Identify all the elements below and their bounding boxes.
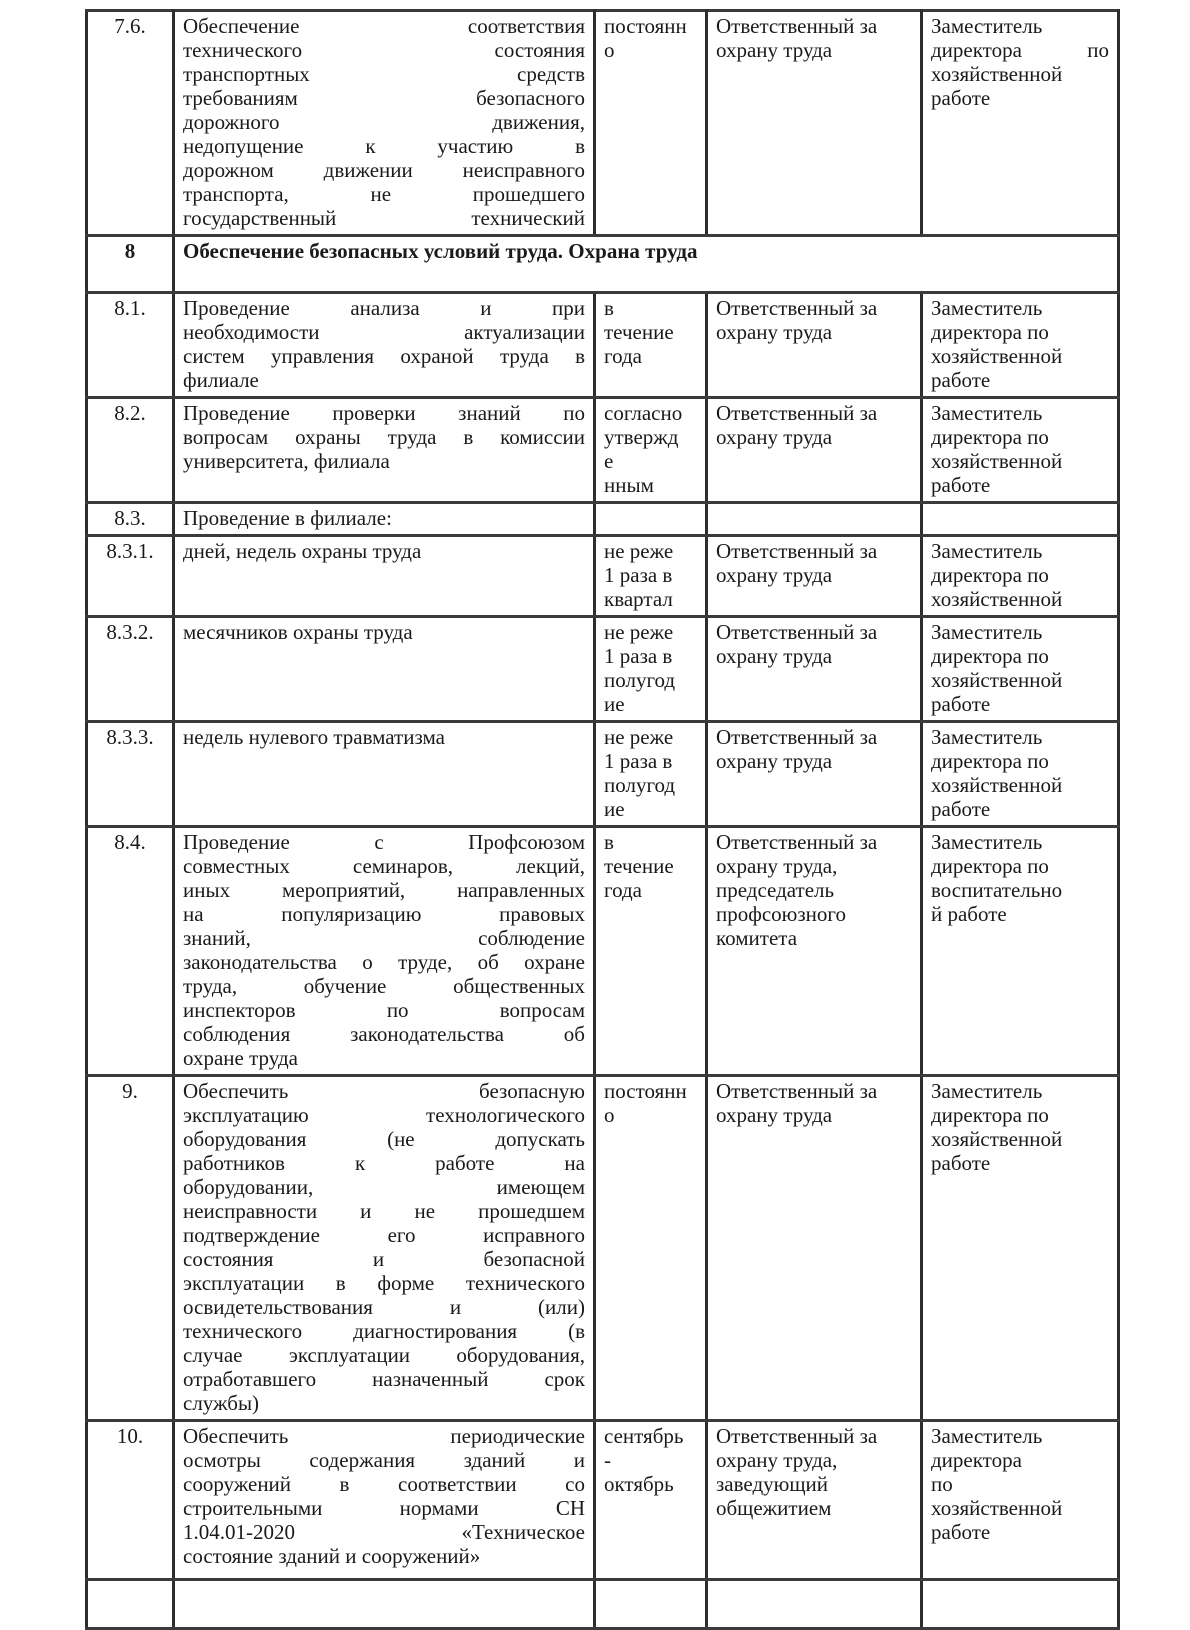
text-line: работников к работе на (183, 1151, 585, 1175)
text-line: ие (604, 692, 625, 716)
item-number-cell: 8.3.1. (87, 536, 174, 617)
activity (183, 830, 585, 1070)
text-line: директора по (931, 1103, 1049, 1127)
table-row (87, 398, 1119, 503)
text-line: технического диагностирования (в (183, 1319, 585, 1343)
text-line: необходимости актуализации (183, 320, 585, 344)
term (604, 401, 697, 497)
term-cell (595, 722, 707, 827)
control-cell (922, 536, 1119, 617)
text-line: утвержд (604, 425, 679, 449)
text-line: эксплуатацию технологического (183, 1103, 585, 1127)
control (931, 401, 1109, 497)
text-line: согласно (604, 401, 683, 425)
text-line: директора по (931, 38, 1109, 62)
activity (183, 1424, 585, 1574)
text-line: охрану труда (716, 320, 833, 344)
text-line: 1.04.01-2020 «Техническое (183, 1520, 585, 1544)
text-line: - (604, 1448, 611, 1472)
text-line: Проведение анализа и при (183, 296, 585, 320)
activity-cell (174, 536, 595, 617)
text-line: труда, обучение общественных (183, 974, 585, 998)
text-line: Обеспечение соответствия (183, 14, 585, 38)
text-line: эксплуатации в форме технического (183, 1271, 585, 1295)
text-line: директора по (931, 563, 1049, 587)
text-line: хозяйственной (931, 773, 1063, 797)
control (931, 296, 1109, 392)
text-line: е (604, 449, 614, 473)
text-line: й работе (931, 902, 1007, 926)
text-line: 1 раза в (604, 749, 673, 773)
table-row (87, 617, 1119, 722)
table-row (87, 503, 1119, 536)
text-line: дорожного движения, (183, 110, 585, 134)
empty-cell (595, 1580, 707, 1629)
text-line: охране труда (183, 1046, 298, 1070)
text-line: 1 раза в (604, 644, 673, 668)
text-line: Заместитель (931, 539, 1043, 563)
responsible-cell (707, 1076, 922, 1421)
control (931, 725, 1109, 821)
empty-cell (174, 1580, 595, 1629)
text-line: октябрь (604, 1472, 674, 1496)
responsible (716, 725, 912, 773)
plan-table-body (87, 11, 1119, 1629)
text-line: работе (931, 692, 991, 716)
text-line: охрану труда (716, 38, 833, 62)
text-line: председатель (716, 878, 835, 902)
section-number-cell: 8 (87, 236, 174, 293)
text-line: работе (931, 797, 991, 821)
item-number-cell: 8.3. (87, 503, 174, 536)
term (604, 1079, 697, 1127)
empty-cell (707, 1580, 922, 1629)
responsible (716, 296, 912, 344)
table-row (87, 293, 1119, 398)
text-line: охрану труда (716, 644, 833, 668)
control (931, 830, 1109, 926)
text-line: филиале (183, 368, 259, 392)
text-line: строительными нормами СН (183, 1496, 585, 1520)
text-line: воспитательно (931, 878, 1063, 902)
item-number-cell: 8.3.3. (87, 722, 174, 827)
term (604, 830, 697, 902)
item-number-cell: 10. (87, 1421, 174, 1580)
activity (183, 620, 585, 644)
control (931, 1079, 1109, 1175)
text-line: транспортных средств (183, 62, 585, 86)
text-line: транспорта, не прошедшего (183, 182, 585, 206)
text-line: на популяризацию правовых (183, 902, 585, 926)
text-line: случае эксплуатации оборудования, (183, 1343, 585, 1367)
text-line: недопущение к участию в (183, 134, 585, 158)
item-number-cell: 8.3.2. (87, 617, 174, 722)
term-cell (595, 1076, 707, 1421)
text-line: ие (604, 797, 625, 821)
text-line: Ответственный за (716, 1424, 878, 1448)
section-title: Обеспечение безопасных условий труда. Охрана труда (183, 239, 698, 263)
item-number-cell: 8.1. (87, 293, 174, 398)
text-line: комитета (716, 926, 798, 950)
section-title-cell (174, 236, 1119, 293)
activity-cell (174, 827, 595, 1076)
text-line: хозяйственной (931, 1496, 1063, 1520)
responsible (716, 1079, 912, 1127)
text-line: работе (931, 1151, 991, 1175)
text-line: Ответственный за (716, 1079, 878, 1103)
text-line: работе (931, 86, 991, 110)
text-line: охрану труда (716, 1103, 833, 1127)
term-cell (595, 11, 707, 236)
text-line: Заместитель (931, 401, 1043, 425)
text-line: хозяйственной (931, 62, 1063, 86)
text-line: не реже (604, 539, 674, 563)
responsible (716, 401, 912, 449)
term (604, 14, 697, 62)
text-line: Ответственный за (716, 620, 878, 644)
responsible (716, 539, 912, 587)
empty-cell (87, 1580, 174, 1629)
text-line: течение (604, 854, 674, 878)
text-line: директора по (931, 749, 1049, 773)
item-number-cell: 7.6. (87, 11, 174, 236)
text-line: общежитием (716, 1496, 832, 1520)
text-line: законодательства о труде, об охране (183, 950, 585, 974)
text-line: года (604, 344, 642, 368)
text-line: директора по (931, 320, 1049, 344)
responsible-cell (707, 398, 922, 503)
text-line: службы) (183, 1391, 260, 1415)
text-line: Проведение с Профсоюзом (183, 830, 585, 854)
text-line: Заместитель (931, 620, 1043, 644)
text-line: профсоюзного (716, 902, 846, 926)
empty-cell (922, 1580, 1119, 1629)
text-line: Обеспечить безопасную (183, 1079, 585, 1103)
text-line: охрану труда, (716, 854, 838, 878)
control-cell (922, 503, 1119, 536)
responsible (716, 14, 912, 62)
text-line: полугод (604, 668, 676, 692)
text-line: отработавшего назначенный срок (183, 1367, 585, 1391)
text-line: Ответственный за (716, 14, 878, 38)
text-line: работе (931, 473, 991, 497)
text-line: полугод (604, 773, 676, 797)
text-line: дорожном движении неисправного (183, 158, 585, 182)
table-row (87, 1421, 1119, 1580)
activity (183, 539, 585, 563)
text-line: освидетельствования и (или) (183, 1295, 585, 1319)
partial-row (87, 1580, 1119, 1629)
control-cell (922, 293, 1119, 398)
text-line: течение (604, 320, 674, 344)
text-line: в (604, 830, 614, 854)
text-line: систем управления охраной труда в (183, 344, 585, 368)
text-line: неисправности и не прошедшем (183, 1199, 585, 1223)
item-number-cell: 9. (87, 1076, 174, 1421)
section-row (87, 236, 1119, 293)
text-line: охрану труда (716, 563, 833, 587)
text-line: требованиям безопасного (183, 86, 585, 110)
activity-cell (174, 1421, 595, 1580)
text-line: Заместитель (931, 14, 1043, 38)
control-cell (922, 1076, 1119, 1421)
term-cell (595, 617, 707, 722)
text-line: по (931, 1472, 953, 1496)
text-line: месячников охраны труда (183, 620, 413, 644)
text-line: охрану труда (716, 425, 833, 449)
text-line: Ответственный за (716, 401, 878, 425)
responsible-cell (707, 536, 922, 617)
text-line: оборудовании, имеющем (183, 1175, 585, 1199)
text-line: работе (931, 368, 991, 392)
control-cell (922, 398, 1119, 503)
table-row (87, 1076, 1119, 1421)
text-line: охрану труда (716, 749, 833, 773)
text-line: состояние зданий и сооружений» (183, 1544, 481, 1568)
text-line: оборудования (не допускать (183, 1127, 585, 1151)
table-row (87, 11, 1119, 236)
text-line: Заместитель (931, 296, 1043, 320)
term (604, 1424, 697, 1496)
term-cell (595, 827, 707, 1076)
text-line: недель нулевого травматизма (183, 725, 445, 749)
text-line: хозяйственной (931, 449, 1063, 473)
activity (183, 296, 585, 392)
text-line: Заместитель (931, 1424, 1043, 1448)
text-line: осмотры содержания зданий и (183, 1448, 585, 1472)
text-line: государственный технический (183, 206, 585, 230)
activity-cell (174, 617, 595, 722)
term (604, 725, 697, 821)
activity-cell (174, 398, 595, 503)
term-cell (595, 1421, 707, 1580)
activity (183, 725, 585, 749)
item-number-cell: 8.4. (87, 827, 174, 1076)
text-line: Ответственный за (716, 296, 878, 320)
term-cell (595, 503, 707, 536)
activity-cell (174, 293, 595, 398)
responsible (716, 1424, 912, 1520)
text-line: университета, филиала (183, 449, 390, 473)
text-line: Заместитель (931, 1079, 1043, 1103)
responsible (716, 830, 912, 950)
text-line: о (604, 38, 615, 62)
text-line: не реже (604, 725, 674, 749)
table-row (87, 536, 1119, 617)
text-line: директора (931, 1448, 1022, 1472)
text-line: вопросам охраны труда в комиссии (183, 425, 585, 449)
text-line: сентябрь (604, 1424, 684, 1448)
text-line: Ответственный за (716, 725, 878, 749)
term-cell (595, 536, 707, 617)
text-line: о (604, 1103, 615, 1127)
text-line: состояния и безопасной (183, 1247, 585, 1271)
term-cell (595, 293, 707, 398)
text-line: Заместитель (931, 725, 1043, 749)
text-line: 1 раза в (604, 563, 673, 587)
text-line: не реже (604, 620, 674, 644)
control (931, 620, 1109, 716)
text-line: хозяйственной (931, 668, 1063, 692)
text-line: охрану труда, (716, 1448, 838, 1472)
text-line: постоянн (604, 14, 687, 38)
text-line: директора по (931, 425, 1049, 449)
text-line: совместных семинаров, лекций, (183, 854, 585, 878)
responsible-cell (707, 827, 922, 1076)
control-cell (922, 617, 1119, 722)
text-line: Обеспечить периодические (183, 1424, 585, 1448)
text-line: технического состояния (183, 38, 585, 62)
text-line: в (604, 296, 614, 320)
control (931, 1424, 1109, 1544)
text-line: Заместитель (931, 830, 1043, 854)
text-line: хозяйственной (931, 587, 1063, 611)
text-line: соблюдения законодательства об (183, 1022, 585, 1046)
text-line: директора по (931, 644, 1049, 668)
text-line: Ответственный за (716, 830, 878, 854)
item-number-cell: 8.2. (87, 398, 174, 503)
text-line: дней, недель охраны труда (183, 539, 422, 563)
control-cell (922, 722, 1119, 827)
responsible-cell (707, 1421, 922, 1580)
activity (183, 1079, 585, 1415)
text-line: года (604, 878, 642, 902)
text-line: постоянн (604, 1079, 687, 1103)
activity-cell (174, 1076, 595, 1421)
plan-table (85, 9, 1120, 1630)
text-line: знаний, соблюдение (183, 926, 585, 950)
responsible-cell (707, 617, 922, 722)
control (931, 539, 1109, 611)
text-line: нным (604, 473, 654, 497)
table-row (87, 722, 1119, 827)
activity-cell (174, 11, 595, 236)
responsible-cell (707, 11, 922, 236)
text-line: Ответственный за (716, 539, 878, 563)
text-line: Проведение проверки знаний по (183, 401, 585, 425)
term-cell (595, 398, 707, 503)
activity (183, 506, 585, 530)
text-line: инспекторов по вопросам (183, 998, 585, 1022)
responsible-cell (707, 293, 922, 398)
term (604, 620, 697, 716)
term (604, 296, 697, 368)
term (604, 539, 697, 611)
control-cell (922, 11, 1119, 236)
responsible-cell (707, 722, 922, 827)
responsible (716, 620, 912, 668)
text-line: директора по (931, 854, 1049, 878)
text-line: сооружений в соответствии со (183, 1472, 585, 1496)
table-row (87, 827, 1119, 1076)
text-line: работе (931, 1520, 991, 1544)
activity (183, 401, 585, 473)
activity (183, 14, 585, 230)
activity-cell (174, 722, 595, 827)
text-line: хозяйственной (931, 1127, 1063, 1151)
control-cell (922, 1421, 1119, 1580)
control (931, 14, 1109, 110)
text-line: хозяйственной (931, 344, 1063, 368)
text-line: иных мероприятий, направленных (183, 878, 585, 902)
text-line: заведующий (716, 1472, 828, 1496)
responsible-cell (707, 503, 922, 536)
text-line: Проведение в филиале: (183, 506, 392, 530)
text-line: подтверждение его исправного (183, 1223, 585, 1247)
control-cell (922, 827, 1119, 1076)
text-line: квартал (604, 587, 673, 611)
activity-cell (174, 503, 595, 536)
